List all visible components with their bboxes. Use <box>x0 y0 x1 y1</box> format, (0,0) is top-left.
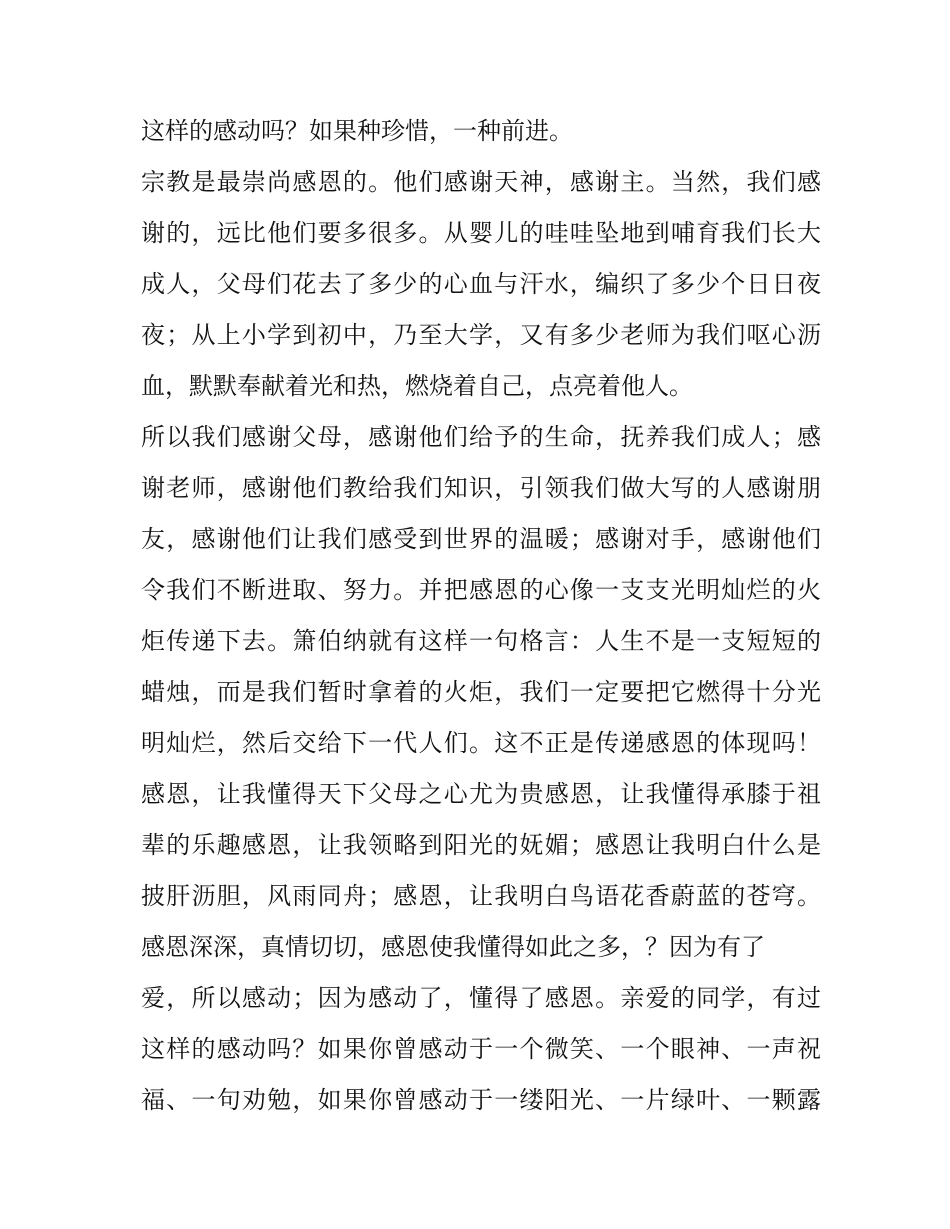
text-line-17: 感恩深深，真情切切，感恩使我懂得如此之多，？因为有了 <box>141 933 765 961</box>
text-line-15: 辈的乐趣感恩，让我领略到阳光的妩媚；感恩让我明白什么是 <box>141 831 821 859</box>
text-line-6: 血，默默奉献着光和热，燃烧着自己，点亮着他人。 <box>141 372 693 400</box>
text-line-5: 夜；从上小学到初中，乃至大学，又有多少老师为我们呕心沥 <box>141 321 821 349</box>
text-line-18: 爱，所以感动；因为感动了，懂得了感恩。亲爱的同学，有过 <box>141 984 821 1012</box>
text-line-9: 友，感谢他们让我们感受到世界的温暖；感谢对手，感谢他们 <box>141 525 821 553</box>
text-line-19: 这样的感动吗？如果你曾感动于一个微笑、一个眼神、一声祝 <box>141 1035 821 1063</box>
text-line-12: 蜡烛，而是我们暂时拿着的火炬，我们一定要把它燃得十分光 <box>141 678 821 706</box>
text-line-16: 披肝沥胆，风雨同舟；感恩，让我明白鸟语花香蔚蓝的苍穹。 <box>141 882 821 910</box>
text-line-20: 福、一句劝勉，如果你曾感动于一缕阳光、一片绿叶、一颗露 <box>141 1086 821 1114</box>
text-line-2: 宗教是最崇尚感恩的。他们感谢天神，感谢主。当然，我们感 <box>141 168 821 196</box>
text-line-7: 所以我们感谢父母，感谢他们给予的生命，抚养我们成人；感 <box>141 423 821 451</box>
body-text <box>141 106 821 1126</box>
text-line-14: 感恩，让我懂得天下父母之心尤为贵感恩，让我懂得承膝于祖 <box>141 780 821 808</box>
text-line-3: 谢的，远比他们要多很多。从婴儿的哇哇坠地到哺育我们长大 <box>141 219 821 247</box>
text-line-4: 成人，父母们花去了多少的心血与汗水，编织了多少个日日夜 <box>141 270 821 298</box>
text-line-8: 谢老师，感谢他们教给我们知识，引领我们做大写的人感谢朋 <box>141 474 821 502</box>
text-line-10: 令我们不断进取、努力。并把感恩的心像一支支光明灿烂的火 <box>141 576 821 604</box>
text-line-1: 这样的感动吗？如果种珍惜，一种前进。 <box>141 117 573 145</box>
text-line-11: 炬传递下去。箫伯纳就有这样一句格言：人生不是一支短短的 <box>141 627 821 655</box>
text-line-13: 明灿烂，然后交给下一代人们。这不正是传递感恩的体现吗！ <box>141 729 821 757</box>
